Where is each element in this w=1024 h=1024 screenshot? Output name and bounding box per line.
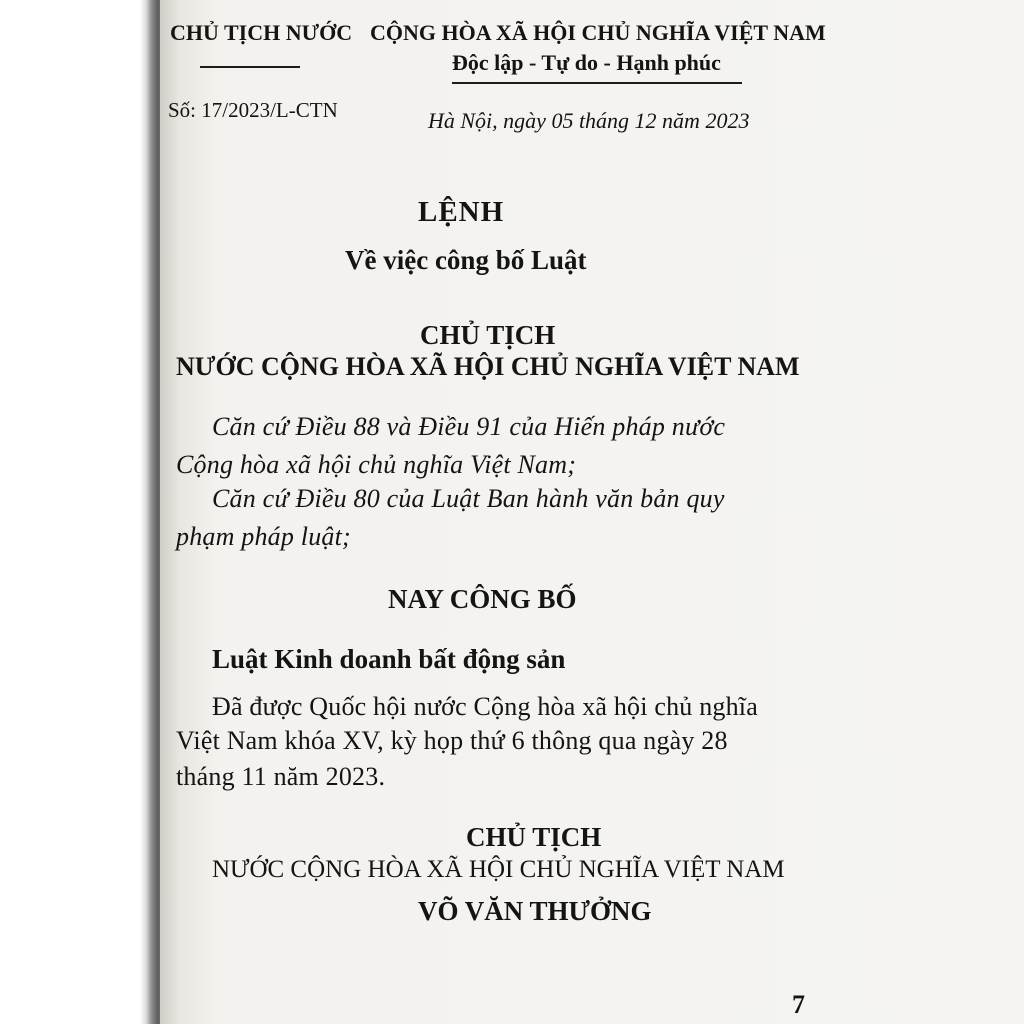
passage-line: Việt Nam khóa XV, kỳ họp thứ 6 thông qua ngày 28 [176, 726, 728, 755]
law-name: Luật Kinh doanh bất động sản [212, 644, 566, 674]
book-gutter [0, 0, 160, 1024]
passage-line: Đã được Quốc hội nước Cộng hòa xã hội chủ nghĩa [212, 692, 758, 721]
authority-line-1: CHỦ TỊCH [420, 320, 556, 350]
issuer-underline [200, 66, 300, 68]
authority-line-2: NƯỚC CỘNG HÒA XÃ HỘI CHỦ NGHĨA VIỆT NAM [176, 352, 800, 381]
issuer-label: CHỦ TỊCH NƯỚC [170, 20, 353, 45]
document-type: LỆNH [418, 196, 505, 228]
document-subject: Về việc công bố Luật [345, 245, 587, 275]
basis-line: Cộng hòa xã hội chủ nghĩa Việt Nam; [176, 450, 577, 479]
page-number: 7 [792, 990, 805, 1019]
document-number: Số: 17/2023/L-CTN [168, 98, 338, 122]
national-motto: Độc lập - Tự do - Hạnh phúc [452, 50, 721, 75]
announcement-heading: NAY CÔNG BỐ [388, 584, 577, 614]
country-name: CỘNG HÒA XÃ HỘI CHỦ NGHĨA VIỆT NAM [370, 20, 826, 45]
signer-name: VÕ VĂN THƯỞNG [418, 896, 652, 926]
signature-title-2: NƯỚC CỘNG HÒA XÃ HỘI CHỦ NGHĨA VIỆT NAM [212, 856, 785, 883]
place-date: Hà Nội, ngày 05 tháng 12 năm 2023 [428, 108, 750, 133]
passage-line: tháng 11 năm 2023. [176, 762, 386, 791]
motto-underline [452, 82, 742, 84]
signature-title-1: CHỦ TỊCH [466, 822, 602, 852]
basis-line: Căn cứ Điều 80 của Luật Ban hành văn bản quy [212, 484, 725, 513]
basis-line: phạm pháp luật; [176, 522, 351, 551]
basis-line: Căn cứ Điều 88 và Điều 91 của Hiến pháp nước [212, 412, 726, 441]
